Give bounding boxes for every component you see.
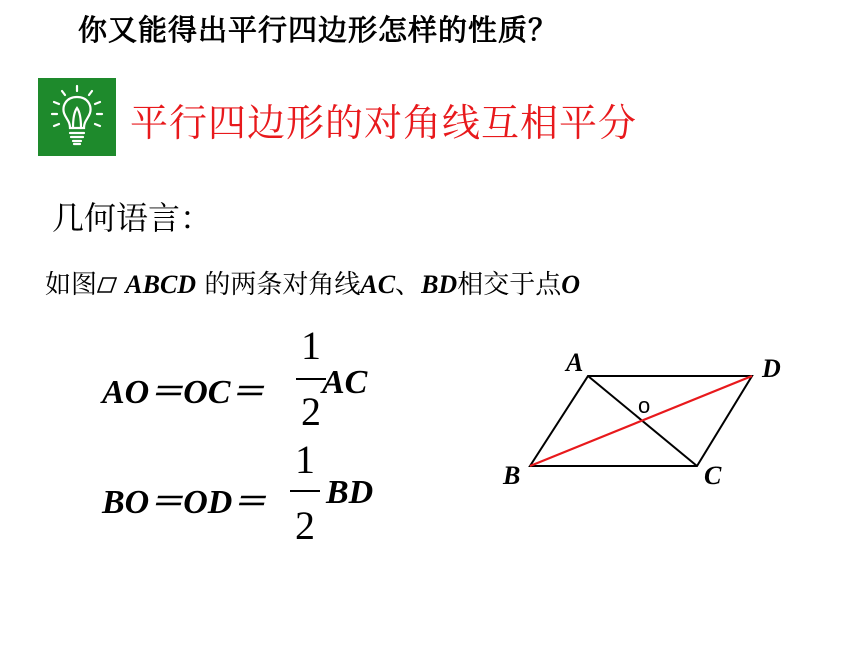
property-statement: 平行四边形的对角线互相平分 (130, 101, 638, 145)
given-prefix: 如图 (45, 270, 98, 300)
equation-1-numerator: 1 (301, 323, 321, 368)
intersection-label-o: o (638, 393, 651, 418)
given-shape: ABCD (125, 270, 197, 299)
equation-2-right: BD (326, 474, 374, 511)
given-separator: 、 (395, 270, 422, 300)
given-diagonal-1: AC (360, 270, 396, 299)
vertex-label-a: A (566, 348, 584, 377)
question-heading: 你又能得出平行四边形怎样的性质？ (78, 13, 559, 47)
equation-1-right: AC (322, 364, 368, 401)
equation-2-denominator: 2 (295, 503, 315, 548)
geometry-language-label: 几何语言： (52, 199, 213, 237)
vertex-label-b: B (503, 461, 521, 490)
vertex-label-c: C (704, 461, 722, 490)
equation-1-denominator: 2 (301, 389, 321, 434)
given-mid2: 相交于点 (457, 270, 562, 300)
equation-1-left: AO＝OC＝ (102, 374, 265, 411)
given-point: O (561, 270, 580, 299)
given-mid1: 的两条对角线 (196, 270, 361, 300)
equation-2-numerator: 1 (295, 437, 315, 482)
given-diagonal-2: BD (421, 270, 458, 299)
diagonal-bd (530, 376, 752, 466)
equation-2-left: BO＝OD＝ (102, 484, 267, 521)
vertex-label-d: D (762, 354, 781, 383)
